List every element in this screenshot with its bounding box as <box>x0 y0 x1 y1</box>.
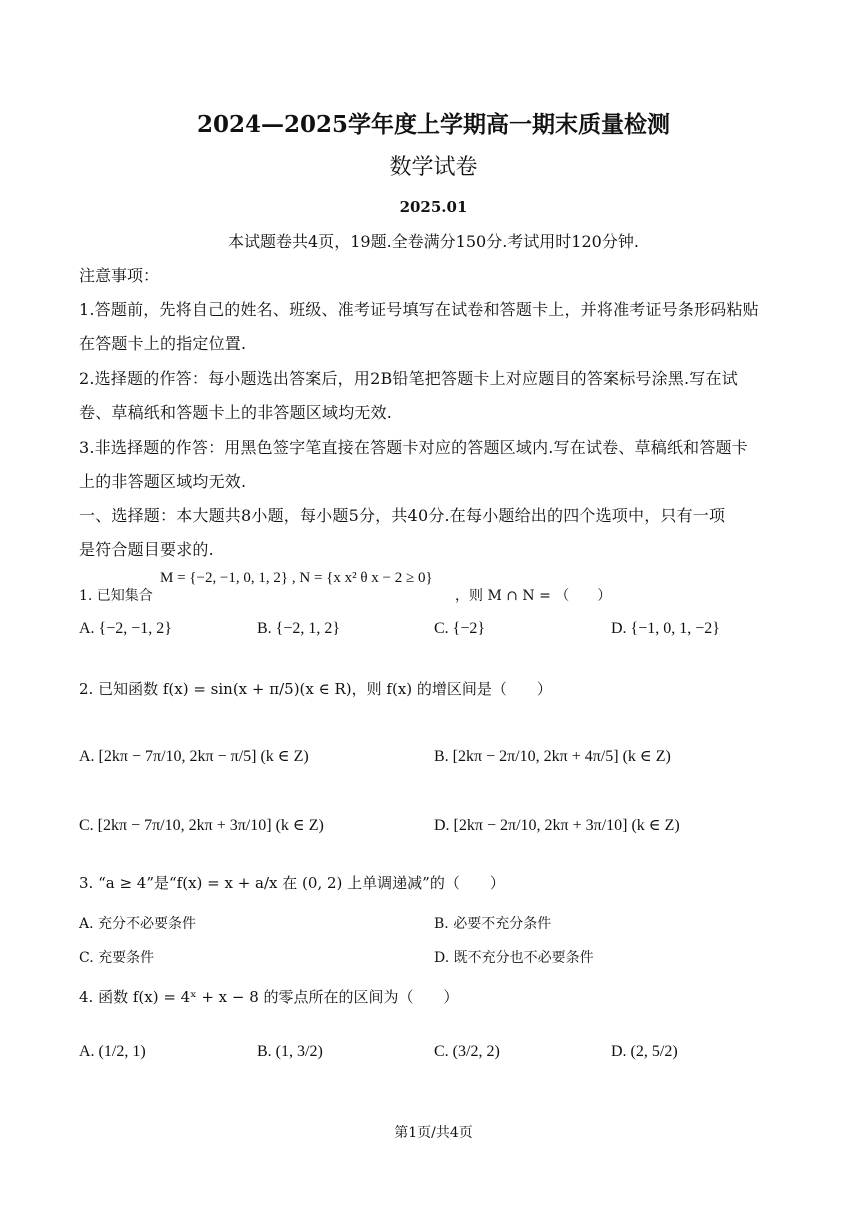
question-4-option-c: C. (3/2, 2) <box>434 1043 500 1060</box>
question-1-option-b: B. {−2, 1, 2} <box>257 620 341 637</box>
question-1-option-a: A. {−2, −1, 2} <box>79 620 172 637</box>
exam-intro: 本试题卷共4页，19题.全卷满分150分.考试用时120分钟. <box>228 232 639 251</box>
question-2-option-d: D. [2kπ − 2π/10, 2kπ + 3π/10] (k ∈ Z) <box>434 817 680 834</box>
question-4-stem: 4. 函数 f(x) = 4ˣ + x − 8 的零点所在的区间为（ ） <box>79 988 459 1006</box>
question-3-option-a: A. 充分不必要条件 <box>79 916 197 932</box>
question-3-option-b: B. 必要不充分条件 <box>434 916 552 932</box>
question-2-option-c: C. [2kπ − 7π/10, 2kπ + 3π/10] (k ∈ Z) <box>79 817 324 834</box>
exam-subtitle: 数学试卷 <box>389 155 478 180</box>
notice-item-2-line-1: 2.选择题的作答：每小题选出答案后，用2B铅笔把答题卡上对应题目的答案标号涂黑.写在试 <box>79 369 738 388</box>
question-3-stem: 3. “a ≥ 4”是“f(x) = x + a/x 在 (0, 2) 上单调递减”的（ ） <box>79 874 505 892</box>
notice-item-1-line-1: 1.答题前，先将自己的姓名、班级、准考证号填写在试卷和答题卡上，并将准考证号条形码粘贴 <box>79 300 759 319</box>
question-3-option-c: C. 充要条件 <box>79 950 155 966</box>
question-4-option-a: A. (1/2, 1) <box>79 1043 146 1060</box>
question-3-option-d: D. 既不充分也不必要条件 <box>434 950 594 966</box>
notice-item-1-line-2: 在答题卡上的指定位置. <box>79 334 247 353</box>
question-1-sets: M = {−2, −1, 0, 1, 2} , N = {x x² θ x − 2 ≥ 0} <box>160 570 433 586</box>
exam-date: 2025.01 <box>399 198 468 216</box>
question-4-option-b: B. (1, 3/2) <box>257 1043 323 1060</box>
section-1-line-2: 是符合题目要求的. <box>79 540 214 559</box>
question-2-option-a: A. [2kπ − 7π/10, 2kπ − π/5] (k ∈ Z) <box>79 748 309 765</box>
question-4-option-d: D. (2, 5/2) <box>611 1043 678 1060</box>
notice-heading: 注意事项： <box>79 266 160 285</box>
question-1-option-c: C. {−2} <box>434 620 486 637</box>
question-2-option-b: B. [2kπ − 2π/10, 2kπ + 4π/5] (k ∈ Z) <box>434 748 671 765</box>
question-1-option-d: D. {−1, 0, 1, −2} <box>611 620 720 637</box>
question-2-stem: 2. 已知函数 f(x) = sin(x + π/5)(x ∈ R)，则 f(x) 的增区间是（ ） <box>79 680 552 698</box>
notice-item-2-line-2: 卷、草稿纸和答题卡上的非答题区域均无效. <box>79 403 393 422</box>
notice-item-3-line-2: 上的非答题区域均无效. <box>79 472 247 491</box>
section-1-line-1: 一、选择题：本大题共8小题，每小题5分，共40分.在每小题给出的四个选项中，只有一项 <box>79 506 726 525</box>
question-1-prefix: 1. 已知集合 <box>79 588 153 604</box>
exam-title: 2024—2025学年度上学期高一期末质量检测 <box>196 111 671 138</box>
page-number: 第1页/共4页 <box>394 1125 473 1141</box>
notice-item-3-line-1: 3.非选择题的作答：用黑色签字笔直接在答题卡对应的答题区域内.写在试卷、草稿纸和答题卡 <box>79 438 748 457</box>
question-1-suffix: ，则 M ∩ N = （ ） <box>455 588 612 604</box>
